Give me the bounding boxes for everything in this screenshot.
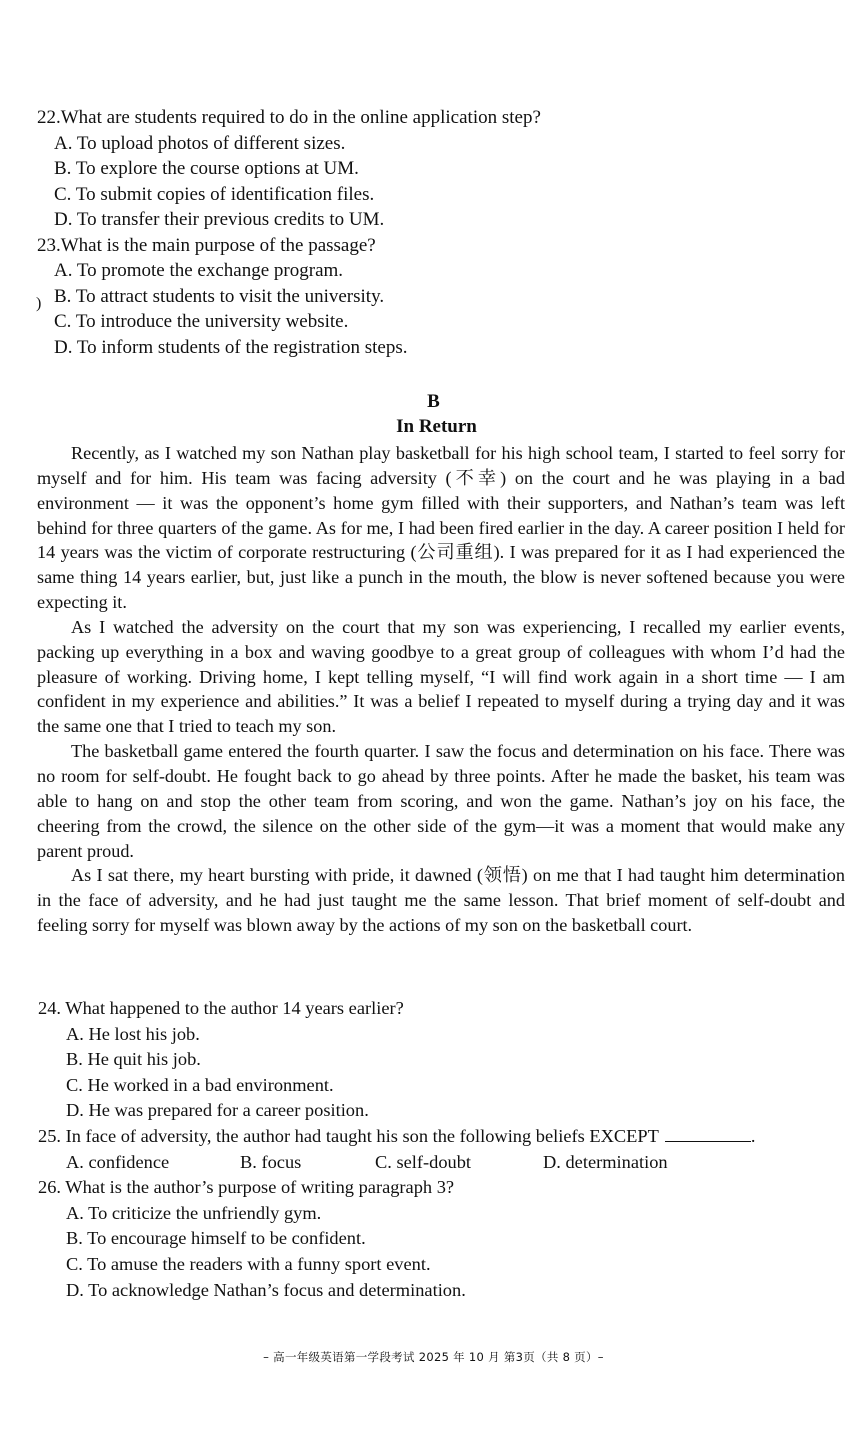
question-25-option-b: B. focus	[240, 1151, 302, 1172]
question-25-option-c: C. self-doubt	[375, 1151, 472, 1172]
question-22-option-a: A. To upload photos of different sizes.	[54, 132, 346, 154]
passage-paragraph-4: As I sat there, my heart bursting with pride, it dawned (领悟) on me that I had taught him determination in the face of adversity, and he had just taught me the same lesson. That brief moment of self-doubt and feeling sorry for myself was blown away by the actions of my son on the basketball court.	[37, 865, 845, 936]
answer-blank	[665, 1127, 751, 1142]
question-22-23-block	[37, 105, 541, 360]
passage-title: In Return	[396, 416, 477, 437]
passage-paragraph-2: As I watched the adversity on the court that my son was experiencing, I recalled my earlier events, packing up everything in a box and waving goodbye to a great group of colleagues with whom I’d had the pleasure of working. Driving home, I kept telling myself, “I will find work again in a short time — I am confident in my experience and abilities.” It was a belief I repeated to myself during a trying day and it was the same one that I tried to teach my son.	[37, 616, 845, 737]
question-25-stem: 25. In face of adversity, the author had taught his son the following beliefs EXCEPT	[38, 1125, 659, 1146]
question-24-option-a: A. He lost his job.	[66, 1023, 200, 1044]
question-26-stem: 26. What is the author’s purpose of writing paragraph 3?	[38, 1177, 455, 1198]
question-24-option-d: D. He was prepared for a career position.	[66, 1100, 369, 1121]
passage-paragraph-1: Recently, as I watched my son Nathan play basketball for his high school team, I started to feel sorry for myself and for him. His team was facing adversity (不幸) on the court and he was playing in a bad environment — it was the opponent’s home gym filled with their supporters, and Nathan’s team was left behind for three quarters of the game. As for me, I had been fired earlier in the day. A career position I held for 14 years was the victim of corporate restructuring (公司重组). I was prepared for it as I had experienced the same thing 14 years earlier, but, just like a punch in the mouth, the blow is never softened because you were expecting it.	[37, 443, 845, 613]
question-26-option-a: A. To criticize the unfriendly gym.	[66, 1202, 322, 1223]
question-26-option-c: C. To amuse the readers with a funny sport event.	[66, 1253, 431, 1274]
question-22-option-c: C. To submit copies of identification files.	[54, 183, 375, 205]
question-22-stem: 22.What are students required to do in the online application step?	[37, 107, 541, 128]
question-22-option-d: D. To transfer their previous credits to UM.	[54, 209, 385, 230]
question-24-option-b: B. He quit his job.	[66, 1049, 201, 1070]
question-23-option-b: B. To attract students to visit the university.	[54, 285, 385, 307]
question-22-option-b: B. To explore the course options at UM.	[54, 158, 359, 179]
question-23-option-a: A. To promote the exchange program.	[54, 260, 344, 281]
question-23-option-d: D. To inform students of the registration steps.	[54, 336, 408, 358]
margin-mark: )	[36, 295, 42, 312]
question-24-option-c: C. He worked in a bad environment.	[66, 1074, 334, 1095]
questions-24-26-block	[38, 996, 838, 1303]
question-25-end-mark: .	[750, 1125, 756, 1146]
page-footer: – 高一年级英语第一学段考试 2025 年 10 月 第3页（共 8 页）–	[263, 1350, 604, 1364]
question-25-options	[38, 1150, 838, 1176]
question-23-option-c: C. To introduce the university website.	[54, 311, 349, 332]
question-26-option-b: B. To encourage himself to be confident.	[66, 1228, 366, 1249]
question-25-option-a: A. confidence	[66, 1151, 170, 1172]
question-25-stem-line	[38, 1124, 838, 1150]
question-25-option-d: D. determination	[543, 1151, 668, 1172]
passage-body	[37, 441, 845, 938]
question-26-option-d: D. To acknowledge Nathan’s focus and determination.	[66, 1279, 466, 1300]
question-23-stem: 23.What is the main purpose of the passage?	[37, 234, 376, 256]
passage-paragraph-3: The basketball game entered the fourth quarter. I saw the focus and determination on his face. There was no room for self-doubt. He fought back to go ahead by three points. After he made the basket, his team was able to hang on and stop the other team from scoring, and won the game. Nathan’s joy on his face, the cheering from the crowd, the silence on the other side of the gym—it was a moment that would make any parent proud.	[37, 741, 845, 861]
question-24-stem: 24. What happened to the author 14 years earlier?	[38, 998, 404, 1018]
section-letter: B	[427, 391, 440, 412]
